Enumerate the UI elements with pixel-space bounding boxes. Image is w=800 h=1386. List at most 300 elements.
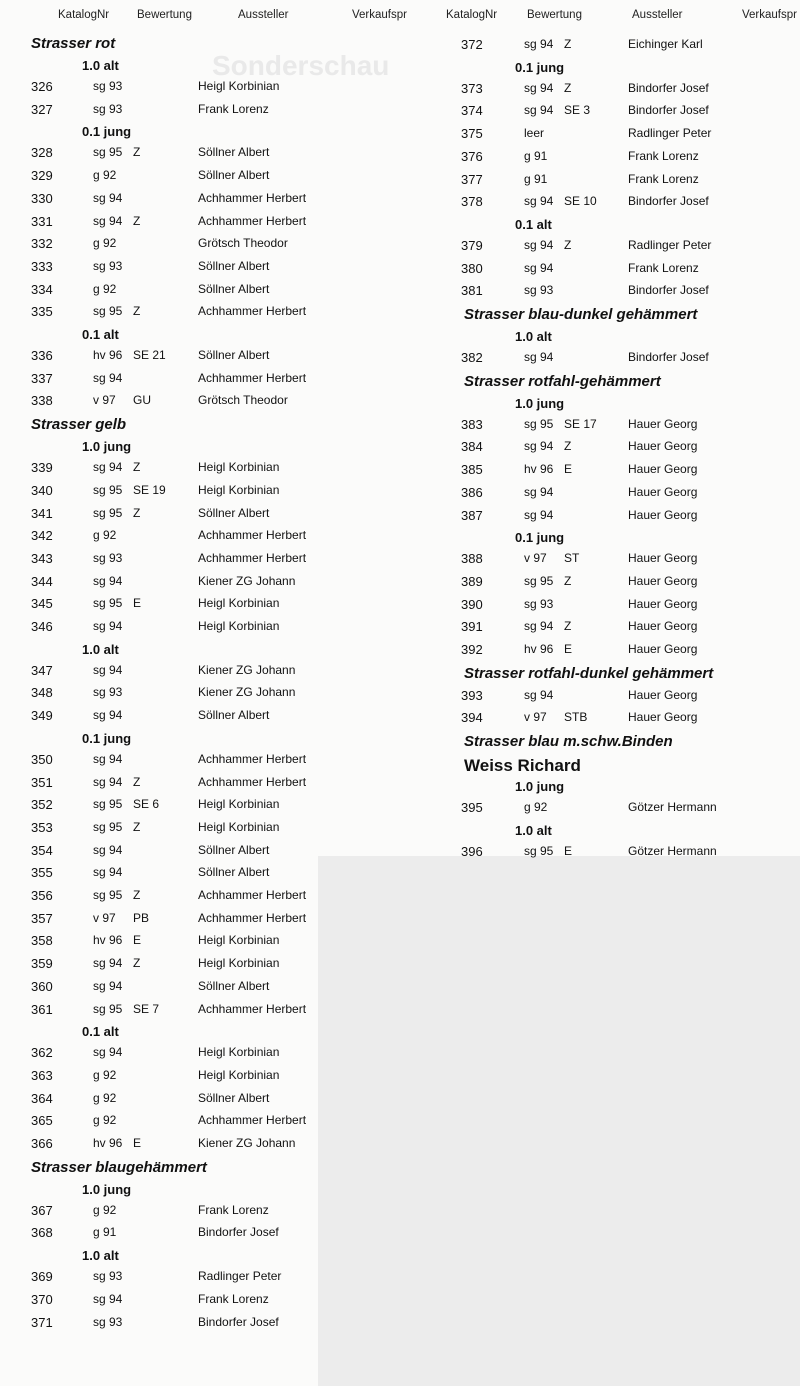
katalog-nr: 354 (31, 842, 53, 858)
katalog-nr: 326 (31, 79, 53, 94)
award: E (133, 1136, 142, 1150)
exhibitor: Heigl Korbinian (198, 619, 280, 633)
table-row (0, 956, 400, 976)
watermark-text: Sonderschau (212, 50, 390, 81)
katalog-nr: 364 (31, 1090, 53, 1106)
table-row (0, 483, 400, 503)
table-row (0, 1002, 400, 1022)
grade: sg 95 (93, 1001, 123, 1016)
exhibitor: Hauer Georg (628, 439, 698, 454)
table-row (0, 911, 400, 931)
exhibitor: Achhammer Herbert (198, 774, 307, 789)
award: SE 17 (564, 416, 597, 431)
katalog-nr: 341 (31, 505, 53, 521)
katalog-nr: 391 (461, 619, 483, 635)
katalog-nr: 331 (31, 213, 53, 229)
award: E (133, 596, 142, 611)
exhibitor: Söllner Albert (198, 145, 270, 160)
exhibitor: Bindorfer Josef (628, 194, 709, 209)
grade: g 92 (93, 281, 117, 296)
grade: hv 96 (524, 642, 554, 656)
header-verkaufspr-right: Verkaufspr (742, 9, 797, 21)
header-aussteller-right: Aussteller (632, 9, 683, 21)
katalog-nr: 382 (461, 350, 483, 365)
table-row (0, 843, 400, 863)
table-row (400, 103, 800, 123)
exhibitor: Achhammer Herbert (198, 190, 307, 205)
table-row (400, 417, 800, 437)
section-heading: Strasser blau-dunkel gehämmert (464, 306, 698, 323)
grade: sg 94 (93, 619, 123, 633)
exhibitor: Achhammer Herbert (198, 1001, 307, 1016)
table-row (400, 172, 800, 192)
katalog-nr: 363 (31, 1067, 53, 1083)
katalog-nr: 343 (31, 550, 53, 566)
table-row (400, 642, 800, 662)
katalog-nr: 329 (31, 168, 53, 184)
section-heading: Strasser gelb (31, 416, 127, 434)
table-row (0, 1091, 400, 1111)
grade: sg 95 (93, 819, 123, 834)
exhibitor: Heigl Korbinian (198, 819, 280, 834)
katalog-nr: 345 (31, 596, 53, 612)
exhibitor: Heigl Korbinian (198, 956, 280, 971)
grade: sg 93 (93, 550, 123, 565)
katalog-nr: 339 (31, 460, 53, 476)
katalog-nr: 332 (31, 236, 53, 252)
katalog-nr: 358 (31, 933, 53, 949)
katalog-nr: 340 (31, 482, 53, 498)
section-heading: Strasser blau m.schw.Binden (464, 733, 673, 751)
class-heading: 1.0 jung (82, 1181, 132, 1197)
section-heading: Strasser rot (31, 35, 116, 52)
grade: hv 96 (93, 933, 123, 948)
grade: sg 95 (93, 505, 123, 520)
award: PB (133, 910, 150, 925)
award: E (564, 642, 573, 656)
exhibitor: Kiener ZG Johann (198, 662, 296, 677)
table-row (400, 551, 800, 571)
award: Z (564, 439, 572, 454)
award: SE 19 (133, 482, 166, 497)
grade: sg 94 (93, 751, 123, 766)
grade: sg 94 (524, 103, 554, 118)
exhibitor: Achhammer Herbert (198, 910, 307, 925)
exhibitor: Frank Lorenz (628, 148, 699, 163)
katalog-nr: 367 (31, 1202, 53, 1218)
grade: sg 94 (524, 507, 554, 522)
header-verkaufspr-left: Verkaufspr (352, 9, 407, 21)
katalog-nr: 390 (461, 596, 483, 612)
award: Z (133, 956, 141, 971)
table-row (400, 126, 800, 146)
grade: g 91 (524, 171, 548, 186)
table-row (0, 191, 400, 211)
grade: g 92 (93, 236, 117, 251)
grade: v 97 (93, 393, 116, 408)
table-row (0, 551, 400, 571)
award: Z (133, 304, 141, 319)
grade: g 92 (93, 528, 117, 543)
katalog-nr: 389 (461, 573, 483, 589)
grade: sg 94 (524, 687, 554, 702)
exhibitor: Söllner Albert (198, 842, 270, 857)
exhibitor: Frank Lorenz (198, 101, 269, 116)
table-row (0, 1315, 400, 1335)
award: ST (564, 551, 580, 566)
exhibitor: Kiener ZG Johann (198, 1136, 296, 1150)
katalog-nr: 344 (31, 573, 53, 589)
award: Z (564, 619, 572, 634)
katalog-nr: 356 (31, 888, 53, 903)
exhibitor: Heigl Korbinian (198, 1045, 280, 1060)
award: Z (564, 573, 572, 588)
grade: sg 95 (524, 573, 554, 588)
katalog-nr: 361 (31, 1001, 53, 1017)
katalog-nr: 349 (31, 708, 53, 724)
table-row (400, 81, 800, 101)
grade: g 92 (93, 1113, 117, 1128)
table-row (0, 79, 400, 99)
exhibitor: Hauer Georg (628, 710, 698, 725)
table-row (0, 797, 400, 817)
table-row (0, 236, 400, 256)
katalog-nr: 388 (461, 551, 483, 567)
katalog-nr: 379 (461, 237, 483, 253)
table-row (0, 979, 400, 999)
table-row (400, 283, 800, 303)
grade: sg 94 (93, 460, 123, 475)
grade: sg 94 (93, 662, 123, 677)
katalog-nr: 366 (31, 1136, 53, 1151)
class-heading: 1.0 alt (82, 58, 119, 73)
table-row (0, 663, 400, 683)
exhibitor: Achhammer Herbert (198, 213, 307, 228)
katalog-nr: 327 (31, 101, 53, 117)
table-row (400, 462, 800, 482)
class-heading: 1.0 jung (82, 439, 132, 455)
award: Z (133, 774, 141, 789)
katalog-nr: 357 (31, 910, 53, 926)
grade: hv 96 (524, 462, 554, 477)
grade: sg 95 (93, 888, 123, 902)
table-row (400, 688, 800, 708)
katalog-nr: 359 (31, 956, 53, 972)
exhibitor: Heigl Korbinian (198, 482, 280, 497)
table-row (0, 1136, 400, 1156)
grade: sg 94 (93, 370, 123, 385)
exhibitor: Hauer Georg (628, 687, 698, 702)
table-row (400, 597, 800, 617)
exhibitor: Achhammer Herbert (198, 304, 307, 319)
katalog-nr: 375 (461, 126, 483, 142)
award: Z (133, 819, 141, 834)
table-row (0, 528, 400, 548)
katalog-nr: 355 (31, 865, 53, 881)
katalog-nr: 381 (461, 283, 483, 299)
grade: sg 94 (524, 350, 554, 364)
table-row (0, 820, 400, 840)
award: Z (133, 213, 141, 228)
grade: sg 95 (93, 482, 123, 497)
grade: sg 94 (93, 573, 123, 588)
exhibitor: Heigl Korbinian (198, 460, 280, 475)
katalog-nr: 346 (31, 619, 53, 634)
grade: sg 95 (524, 416, 554, 431)
class-heading: 0.1 jung (515, 530, 565, 546)
table-row (400, 710, 800, 730)
table-row (400, 149, 800, 169)
table-row (0, 752, 400, 772)
exhibitor: Söllner Albert (198, 258, 270, 273)
exhibitor: Hauer Georg (628, 596, 698, 611)
class-heading: 1.0 alt (515, 329, 552, 344)
exhibitor: Söllner Albert (198, 281, 270, 296)
table-row (400, 439, 800, 459)
table-row (400, 37, 800, 57)
table-row (0, 393, 400, 413)
katalog-nr: 336 (31, 348, 53, 363)
katalog-nr: 352 (31, 797, 53, 813)
katalog-nr: 393 (461, 687, 483, 703)
grade: v 97 (524, 551, 547, 566)
katalog-nr: 373 (461, 80, 483, 96)
table-row (0, 460, 400, 480)
table-row (0, 775, 400, 795)
katalog-nr: 377 (461, 171, 483, 187)
grade: sg 93 (93, 258, 123, 273)
grade: g 91 (524, 148, 548, 163)
class-heading: 1.0 alt (82, 641, 119, 657)
grade: sg 94 (524, 484, 554, 499)
table-row (400, 350, 800, 370)
grade: sg 95 (93, 304, 123, 319)
table-header (0, 9, 800, 29)
award: GU (133, 393, 151, 408)
table-row (0, 506, 400, 526)
grade: sg 94 (93, 708, 123, 723)
table-row (0, 168, 400, 188)
katalog-nr: 360 (31, 978, 53, 994)
katalog-nr: 394 (461, 710, 483, 726)
header-aussteller-left: Aussteller (238, 9, 289, 21)
table-row (0, 214, 400, 234)
table-row (0, 1225, 400, 1245)
class-heading: 1.0 jung (515, 779, 565, 795)
grade: sg 94 (524, 80, 554, 95)
table-row (0, 596, 400, 616)
katalog-nr: 371 (31, 1314, 53, 1330)
table-row (400, 194, 800, 214)
section-heading: Strasser blaugehämmert (31, 1158, 207, 1176)
grade: sg 95 (93, 596, 123, 611)
grade: sg 94 (93, 774, 123, 789)
exhibitor: Grötsch Theodor (198, 236, 288, 251)
grade: sg 94 (524, 619, 554, 634)
award: SE 10 (564, 194, 597, 209)
exhibitor: Radlinger Peter (628, 237, 712, 252)
katalog-nr: 370 (31, 1291, 53, 1307)
exhibitor: Radlinger Peter (628, 126, 712, 141)
grade: g 92 (93, 1067, 117, 1082)
grade: g 91 (93, 1225, 117, 1240)
exhibitor: Achhammer Herbert (198, 370, 307, 385)
grade: sg 94 (93, 1291, 123, 1306)
exhibitor: Hauer Georg (628, 507, 698, 522)
table-row (400, 574, 800, 594)
award: SE 3 (564, 103, 591, 118)
exhibitor: Frank Lorenz (198, 1202, 269, 1217)
award: STB (564, 710, 588, 725)
exhibitor: Eichinger Karl (628, 37, 703, 51)
table-row (0, 685, 400, 705)
grade: sg 94 (93, 213, 123, 228)
katalog-nr: 396 (461, 843, 483, 859)
table-row (400, 844, 800, 864)
katalog-nr: 335 (31, 304, 53, 320)
grade: sg 94 (93, 1045, 123, 1060)
katalog-nr: 337 (31, 370, 53, 386)
katalog-nr: 348 (31, 685, 53, 701)
exhibitor: Söllner Albert (198, 505, 270, 520)
breeder-name: Weiss Richard (464, 756, 581, 776)
exhibitor: Heigl Korbinian (198, 1067, 280, 1082)
table-row (0, 1113, 400, 1133)
grade: sg 94 (93, 978, 123, 993)
award: Z (133, 505, 141, 520)
class-heading: 0.1 jung (82, 730, 132, 746)
exhibitor: Frank Lorenz (198, 1291, 269, 1306)
katalog-nr: 378 (461, 194, 483, 210)
exhibitor: Achhammer Herbert (198, 888, 307, 902)
katalog-nr: 380 (461, 260, 483, 276)
grade: sg 93 (93, 101, 123, 116)
katalog-nr: 372 (461, 37, 483, 52)
table-row (0, 259, 400, 279)
class-heading: 1.0 alt (82, 1248, 119, 1264)
header-bewertung-left: Bewertung (137, 9, 192, 21)
exhibitor: Heigl Korbinian (198, 596, 280, 611)
grade: g 92 (524, 800, 548, 815)
class-heading: 1.0 jung (515, 395, 565, 411)
grade: g 92 (93, 1090, 117, 1105)
exhibitor: Bindorfer Josef (198, 1225, 279, 1240)
table-row (0, 933, 400, 953)
exhibitor: Bindorfer Josef (628, 103, 709, 118)
katalog-nr: 384 (461, 439, 483, 455)
katalog-nr: 362 (31, 1045, 53, 1061)
grade: sg 94 (93, 190, 123, 205)
katalog-nr: 376 (461, 148, 483, 164)
exhibitor: Achhammer Herbert (198, 1113, 307, 1128)
katalog-nr: 351 (31, 774, 53, 790)
exhibitor: Hauer Georg (628, 416, 698, 431)
grade: sg 94 (93, 956, 123, 971)
award: Z (564, 80, 572, 95)
katalog-nr: 387 (461, 507, 483, 523)
grade: sg 94 (93, 865, 123, 880)
header-bewertung-right: Bewertung (527, 9, 582, 21)
grade: sg 93 (93, 79, 123, 93)
exhibitor: Bindorfer Josef (628, 80, 709, 95)
grade: sg 94 (524, 194, 554, 209)
exhibitor: Achhammer Herbert (198, 528, 307, 543)
exhibitor: Götzer Hermann (628, 800, 717, 815)
exhibitor: Achhammer Herbert (198, 550, 307, 565)
exhibitor: Hauer Georg (628, 573, 698, 588)
grade: sg 93 (524, 283, 554, 298)
katalog-nr: 328 (31, 145, 53, 161)
exhibitor: Söllner Albert (198, 348, 270, 362)
section-heading: Strasser rotfahl-gehämmert (464, 372, 661, 390)
katalog-nr: 338 (31, 393, 53, 409)
table-row (400, 485, 800, 505)
exhibitor: Frank Lorenz (628, 171, 699, 186)
katalog-nr: 368 (31, 1225, 53, 1241)
exhibitor: Hauer Georg (628, 619, 698, 634)
exhibitor: Heigl Korbinian (198, 933, 280, 948)
exhibitor: Götzer Hermann (628, 843, 717, 858)
table-row (400, 261, 800, 281)
exhibitor: Hauer Georg (628, 462, 698, 477)
katalog-nr: 395 (461, 800, 483, 816)
katalog-nr: 350 (31, 751, 53, 767)
exhibitor: Heigl Korbinian (198, 797, 280, 812)
award: Z (133, 460, 141, 475)
exhibitor: Kiener ZG Johann (198, 573, 296, 588)
exhibitor: Söllner Albert (198, 708, 270, 723)
grade: sg 94 (524, 37, 554, 51)
grade: sg 94 (93, 842, 123, 857)
grade: sg 94 (524, 439, 554, 454)
grade: sg 94 (524, 260, 554, 275)
award: Z (133, 145, 141, 160)
table-row (0, 1269, 400, 1289)
grade: sg 95 (93, 145, 123, 160)
award: E (564, 843, 573, 858)
exhibitor: Grötsch Theodor (198, 393, 288, 408)
grade: sg 93 (93, 1269, 123, 1284)
table-row (0, 1068, 400, 1088)
grade: v 97 (524, 710, 547, 725)
grade: g 92 (93, 168, 117, 183)
table-row (400, 800, 800, 820)
award: E (133, 933, 142, 948)
katalog-nr: 347 (31, 662, 53, 678)
grade: sg 93 (93, 1314, 123, 1329)
table-row (0, 1203, 400, 1223)
award: Z (133, 888, 141, 902)
katalog-nr: 342 (31, 528, 53, 544)
table-row (0, 348, 400, 368)
grade: sg 93 (524, 596, 554, 611)
exhibitor: Radlinger Peter (198, 1269, 282, 1284)
table-row (400, 508, 800, 528)
header-katalognr-left: KatalogNr (58, 9, 110, 21)
table-row (0, 1292, 400, 1312)
katalog-nr: 353 (31, 819, 53, 835)
award: E (564, 462, 573, 477)
exhibitor: Frank Lorenz (628, 260, 699, 275)
table-row (0, 371, 400, 391)
grade: sg 95 (524, 843, 554, 858)
header-katalognr-right: KatalogNr (446, 9, 498, 21)
grade: hv 96 (93, 1136, 123, 1150)
class-heading: 0.1 alt (82, 1024, 119, 1040)
table-row (0, 708, 400, 728)
katalog-nr: 334 (31, 281, 53, 297)
exhibitor: Bindorfer Josef (628, 283, 709, 298)
